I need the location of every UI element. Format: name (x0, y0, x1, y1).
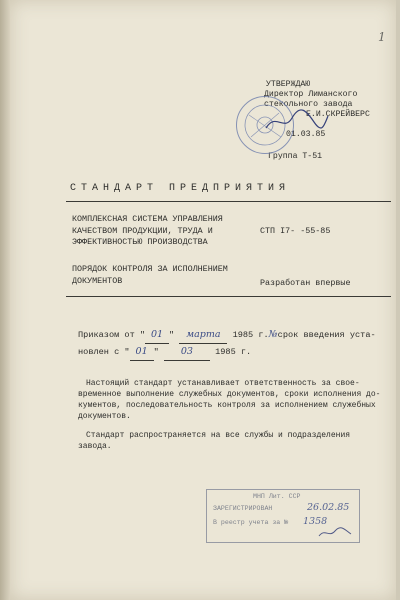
stamp-line: В реестр учета за № (213, 519, 289, 526)
divider (66, 296, 391, 297)
paragraph-line: Стандарт распространяется на все службы и подразделения (86, 431, 351, 440)
paragraph-line: документов. (78, 412, 131, 421)
approval-line: Директор Лиманского (264, 90, 358, 99)
order-text: срок введения уста- (277, 330, 376, 340)
paragraph-scope (78, 430, 388, 452)
handwritten-number-sign: № (268, 329, 278, 340)
approval-line: стекольного завода (264, 100, 353, 109)
stamp-line: ЗАРЕГИСТРИРОВАН (213, 505, 273, 512)
paragraph-line: временное выполнение служебных документов, сроки исполнения до- (78, 390, 381, 399)
system-title-line: КОМПЛЕКСНАЯ СИСТЕМА УПРАВЛЕНИЯ (72, 214, 223, 224)
standard-heading: СТАНДАРТ ПРЕДПРИЯТИЯ (70, 183, 291, 194)
approval-line: Е.И.СКРЕЙВЕРС (306, 110, 370, 119)
order-text: новлен с " (78, 347, 130, 357)
order-text: " (153, 347, 159, 357)
handwritten-month: 03 (164, 344, 210, 361)
paragraph-responsibility (78, 378, 388, 422)
developed-note: Разработан впервые (260, 278, 351, 288)
order-block (78, 327, 388, 361)
registration-stamp (206, 489, 360, 543)
subject-line: ДОКУМЕНТОВ (72, 275, 123, 286)
order-year: 1985 г. (232, 330, 269, 340)
system-title-line: ЭФФЕКТИВНОСТЬЮ ПРОИЗВОДСТВА (72, 237, 208, 247)
handwritten-month: марта (179, 327, 227, 344)
group-code: Группа Т-51 (268, 152, 323, 161)
stamp-line: МНП Лит. ССР (253, 493, 301, 500)
page-mark: 1 (378, 30, 386, 44)
handwritten-day: 01 (130, 344, 154, 361)
system-title-line: КАЧЕСТВОМ ПРОДУКЦИИ, ТРУДА И (72, 225, 213, 236)
paragraph-line: завода. (78, 442, 112, 451)
approval-line: УТВЕРЖДАЮ (266, 80, 311, 89)
order-text: Приказом от " (78, 330, 146, 340)
binding-edge (0, 0, 10, 600)
handwritten-reg-number: 1358 (303, 516, 328, 527)
divider (66, 201, 391, 202)
order-year: 1985 г. (215, 347, 252, 357)
document-page (10, 0, 396, 600)
stamp-signature-icon (317, 526, 353, 540)
handwritten-reg-date: 26.02.85 (307, 502, 350, 513)
subject-line: ПОРЯДОК КОНТРОЛЯ ЗА ИСПОЛНЕНИЕМ (72, 264, 228, 274)
subject-title (72, 264, 228, 287)
paragraph-line: Настоящий стандарт устанавливает ответственность за свое- (86, 379, 360, 388)
signature-icon (262, 108, 332, 134)
approval-date: 01.03.85 (286, 130, 326, 139)
order-text: " (169, 330, 175, 340)
handwritten-day: 01 (145, 327, 169, 344)
system-title (72, 214, 223, 249)
standard-code: СТП I7- -55-85 (260, 226, 331, 236)
paragraph-line: кументов, последовательность контроля за исполнением служебных (78, 401, 376, 410)
